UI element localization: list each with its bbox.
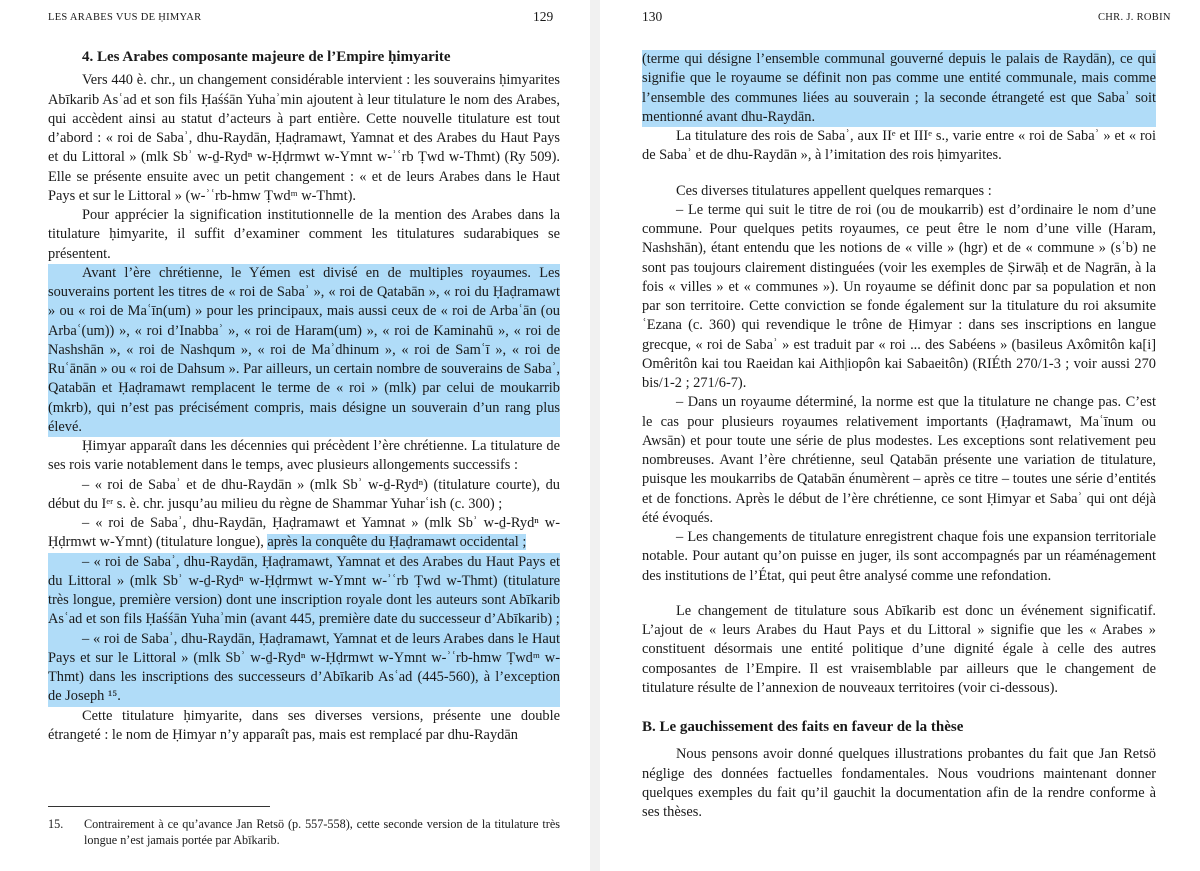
left-page xyxy=(0,0,590,871)
paragraph: Nous pensons avoir donné quelques illustrations probantes du fait que Jan Retsö néglige des données factuelles fondamentales. Nous voudrions maintenant donner quelques exemples du fait qu’il gauchit la documentation afin de la rendre conforme à ses thèses. xyxy=(642,746,1156,820)
paragraph: La titulature des rois de Sabaʾ, aux IIᵉ et IIIᵉ s., varie entre « roi de Sabaʾ » et « roi de Sabaʾ et de dhu-Raydān », à l’imitation des rois ḥimyarites. xyxy=(642,128,1156,164)
paragraph: Ḥimyar apparaît dans les décennies qui précèdent l’ère chrétienne. La titulature de ses rois varie notablement dans le temps, avec plusieurs allongements successifs : xyxy=(48,438,560,474)
remark-paragraph: – Dans un royaume déterminé, la norme est que la titulature ne change pas. C’est le cas pour plusieurs royaumes relativement importants (Ḥaḍramawt, Maʿīnum ou Awsān) et pour toute une série de plus modestes. Les exceptions sont relativement peu nombreuses. Avant l’ère chrétienne, seul Qatabān présente une variation de titulature, puisque les moukarribs de Qatabān énumèrent – après ce titre – toutes une série d’entités et de fonctions. Après le début de l’ère chrétienne, ce sont Ḥimyar et Sabaʾ qui ont déjà été évoqués. xyxy=(642,394,1156,526)
page-gutter xyxy=(590,0,600,871)
highlighted-list-item[interactable]: – « roi de Sabaʾ, dhu-Raydān, Ḥaḍramawt, Yamnat et des Arabes du Haut Pays et du Littoral » (mlk Sbʾ w-ḏ-Rydⁿ w-Ḥḍrmwt w-Ymnt w-ʾʿrb Ṭwd w-Thmt) (titulature très longue, première version) dont une inscription royale dont les auteurs sont Abīkarib Asʿad et son fils Ḥaśśān Yuhaʾmin (avant 445, première date du successeur d’Abīkarib) ; xyxy=(48,553,560,630)
section-heading-b: B. Le gauchissement des faits en faveur de la thèse xyxy=(642,719,964,735)
highlighted-paragraph[interactable]: Avant l’ère chrétienne, le Yémen est divisé en de multiples royaumes. Les souverains portent les titres de « roi de Sabaʾ », « roi de Qatabān », « roi du Ḥaḍramawt » ou « roi de Maʿīn(um) » pour les principaux, mais aussi ceux de « roi de Arbaʿān (ou Arbaʿ(um)) », « roi d’Inabbaʾ », « roi de Haram(um) », « roi de Kaminahū », « roi de Nashshān », « roi de Nashqum », « roi de Maʾdhinum », « roi de Samʿī », « roi de Ruʿānān » ou « roi de Dahsum ». Par ailleurs, un certain nombre de souverains de Sabaʾ, Qatabān et Ḥaḍramawt remplacent le terme de « roi » (mlk) par celui de moukarrib (mkrb), qui n’est pas précisément compris, mais désigne un souverain d’un rang plus élevé. xyxy=(48,264,560,437)
paragraph: Pour apprécier la signification institutionnelle de la mention des Arabes dans la titulature ḥimyarite, il suffit d’examiner comment les titulatures sudarabiques se présentent. xyxy=(48,207,560,262)
page-number-right: 130 xyxy=(642,9,663,24)
list-item xyxy=(48,514,560,553)
highlighted-paragraph[interactable]: (terme qui désigne l’ensemble communal gouverné depuis le palais de Raydān), ce qui signifie que le royaume se définit non pas comme une entité communale, mais comme l’ensemble des communes liées au souverain ; la seconde étrangeté est que Sabaʾ soit mentionné avant dhu-Raydān. xyxy=(642,50,1156,127)
right-text-column xyxy=(642,50,1156,822)
right-page xyxy=(600,0,1200,871)
footnote-text: Contrairement à ce qu’avance Jan Retsö (p. 557-558), cette seconde version de la titulature très longue n’est jamais portée par Abīkarib. xyxy=(84,817,560,847)
paragraph: Le changement de titulature sous Abīkarib est donc un événement significatif. L’ajout de « leurs Arabes du Haut Pays et du Littoral » signifie que les « Arabes » constituent désormais une entité politique d’une dignité égale à celle des autres composantes de l’Empire. Il est vraisemblable par ailleurs que le changement de titulature résulte de l’annexion de nouveaux territoires (voir ci-dessous). xyxy=(642,602,1156,696)
section-heading-4: 4. Les Arabes composante majeure de l’Empire ḥimyarite xyxy=(82,49,451,65)
highlighted-phrase[interactable]: après la conquête du Ḥaḍramawt occidental ; xyxy=(267,534,527,551)
running-head-right: CHR. J. ROBIN xyxy=(1098,12,1171,23)
paragraph: Ces diverses titulatures appellent quelques remarques : xyxy=(676,182,992,199)
remark-paragraph: – Le terme qui suit le titre de roi (ou de moukarrib) est d’ordinaire le nom d’une commune. Pour quelques petits royaumes, ce peut être le nom d’une ville (Haram, Nashshān), étant entendu que les notions de « ville » (hgr) et de « commune » (sʿb) ne sont pas toujours clairement distinguées (voir les exemples de Ṣirwāḥ et de Nagrān, à la fois « villes » et « communes »). Un royaume se définit donc par sa population et non par son territoire. Cette conviction se fonde également sur la titulature du roi aksumite ʿEzana (c. 360) qui revendique le trône de Ḥimyar : dans ses inscriptions en langue grecque, « roi de Sabaʾ » est traduit par « roi ... des Sabéens » (basileus Axômitôn ka[i] Omêritôn kai tou Raeidan kai Aith|iopôn kai Sabaeitôn) (RIÉth 270/1-3 ; voir aussi 270 bis/1-2 ; 271/6-7). xyxy=(642,201,1156,391)
left-text-column xyxy=(48,48,560,745)
footnote-number: 15. xyxy=(48,817,64,831)
page-number-left: 129 xyxy=(533,9,554,24)
footnote-rule xyxy=(48,806,270,807)
running-head-left: LES ARABES VUS DE ḤIMYAR xyxy=(48,12,202,23)
paragraph: Vers 440 è. chr., un changement considérable intervient : les souverains ḥimyarites Abīkarib Asʿad et son fils Ḥaśśān Yuhaʾmin ajoutent à leur titulature le nom des Arabes, qui accèdent ainsi au statut d’acteurs à part entière. Cette nouvelle titulature est tout d’abord : « roi de Sabaʾ, dhu-Raydān, Ḥaḍramawt, Yamnat et des Arabes du Haut Pays et du Littoral » (mlk Sbʾ w-ḏ-Rydⁿ w-Ḥḍrmwt w-Ymnt w-ʾʿrb Ṭwd w-Thmt) (Ry 509). Elle se présente ensuite avec un petit changement : « et de leurs Arabes dans le Haut Pays et sur le Littoral » (w-ʾʿrb-hmw Ṭwdᵐ w-Thmt). xyxy=(48,72,560,204)
highlighted-list-item[interactable]: – « roi de Sabaʾ, dhu-Raydān, Ḥaḍramawt, Yamnat et de leurs Arabes dans le Haut Pays et sur le Littoral » (mlk Sbʾ w-ḏ-Rydⁿ w-Ḥḍrmwt w-Ymnt w-ʾʿrb-hmw Ṭwdᵐ w-Thmt) dans les inscriptions des successeurs d’Abīkarib Asʿad (445-560), à l’exception de Joseph ¹⁵. xyxy=(48,630,560,707)
list-item: – « roi de Sabaʾ et de dhu-Raydān » (mlk Sbʾ w-ḏ-Rydⁿ) (titulature courte), du début du Iᵉʳ s. è. chr. jusqu’au milieu du règne de Shammar Yuharʿish (c. 300) ; xyxy=(48,476,560,512)
footnote xyxy=(48,816,560,848)
paragraph: Cette titulature ḥimyarite, dans ses diverses versions, présente une double étrangeté : le nom de Ḥimyar n’y apparaît pas, mais est remplacé par dhu-Raydān xyxy=(48,707,560,743)
list-item-text: – « roi de Sabaʾ, dhu-Raydān, Ḥaḍramawt et Yamnat » (mlk Sbʾ w-ḏ-Rydⁿ w-Ḥḍrmwt w-Ymnt) (titulature longue), xyxy=(48,515,560,551)
remark-paragraph: – Les changements de titulature enregistrent chaque fois une expansion territoriale notable. Pour autant qu’on puisse en juger, ils sont accompagnés par un réaménagement des institutions de l’État, qui peut être analysé comme une refondation. xyxy=(642,529,1156,584)
